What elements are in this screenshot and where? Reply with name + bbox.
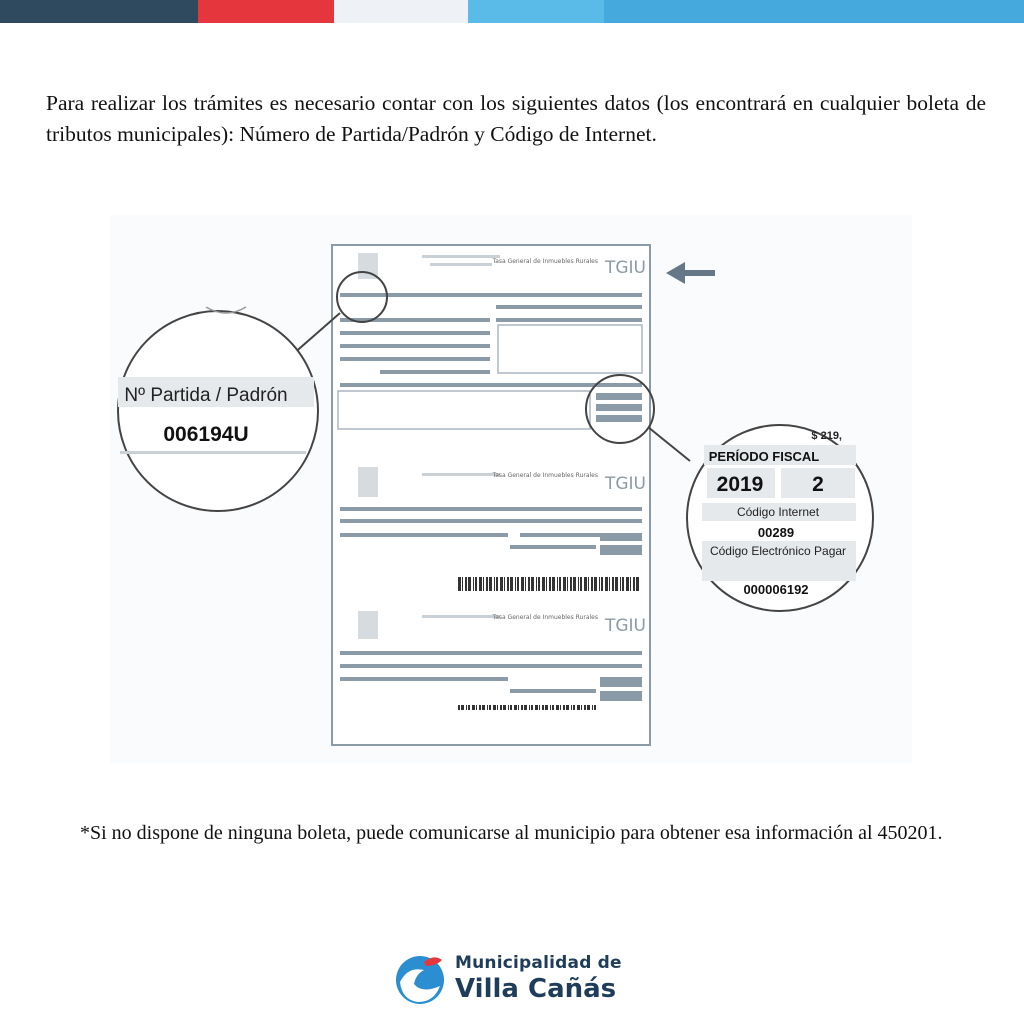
period-number: 2 bbox=[812, 473, 824, 496]
top-color-bar bbox=[0, 0, 1024, 23]
wave-logo-icon bbox=[394, 950, 452, 1008]
amount-text: $ 219, bbox=[811, 430, 842, 442]
partida-value: 006194U bbox=[163, 423, 249, 446]
tax-name-small: Tasa General de Inmuebles Rurales bbox=[492, 258, 598, 265]
bar-segment-red bbox=[198, 0, 334, 23]
receipt-illustration bbox=[110, 215, 912, 763]
tax-code-2: TGIU bbox=[604, 474, 646, 494]
partida-label: Nº Partida / Padrón bbox=[124, 385, 288, 406]
period-title: PERÍODO FISCAL bbox=[708, 449, 820, 464]
bar-segment-white bbox=[334, 0, 468, 23]
municipality-logo bbox=[394, 950, 634, 1008]
codigo-pago-label: Código Electrónico Pagar bbox=[709, 544, 847, 558]
tax-code-1: TGIU bbox=[604, 258, 646, 278]
codigo-internet-value: 00289 bbox=[757, 525, 795, 540]
bar-segment-lightblue bbox=[468, 0, 604, 23]
tax-name-small-3: Tasa General de Inmuebles Rurales bbox=[492, 614, 598, 621]
zoom-left-partida bbox=[118, 307, 318, 511]
intro-paragraph: Para realizar los trámites es necesario contar con los siguientes datos (los encontrará en cualquier boleta de tributos municipales): Número de Partida/Padrón y Código de Internet. bbox=[46, 91, 986, 146]
bar-segment-navy bbox=[0, 0, 198, 23]
footnote-text: *Si no dispone de ninguna boleta, puede comunicarse al municipio para obtener esa información al 450201. bbox=[80, 822, 943, 844]
arrow-left-icon bbox=[666, 262, 715, 284]
logo-line-2: Villa Cañás bbox=[455, 974, 617, 1004]
codigo-pago-value: 000006192 bbox=[743, 582, 809, 597]
tax-code-3: TGIU bbox=[604, 616, 646, 636]
bar-segment-blue bbox=[604, 0, 1024, 23]
codigo-internet-label: Código Internet bbox=[736, 505, 820, 519]
receipt-svg bbox=[110, 215, 912, 763]
logo-line-1: Municipalidad de bbox=[455, 953, 622, 973]
zoom-right-periodo bbox=[687, 425, 873, 611]
period-year: 2019 bbox=[716, 473, 764, 496]
tax-name-small-2: Tasa General de Inmuebles Rurales bbox=[492, 472, 598, 479]
